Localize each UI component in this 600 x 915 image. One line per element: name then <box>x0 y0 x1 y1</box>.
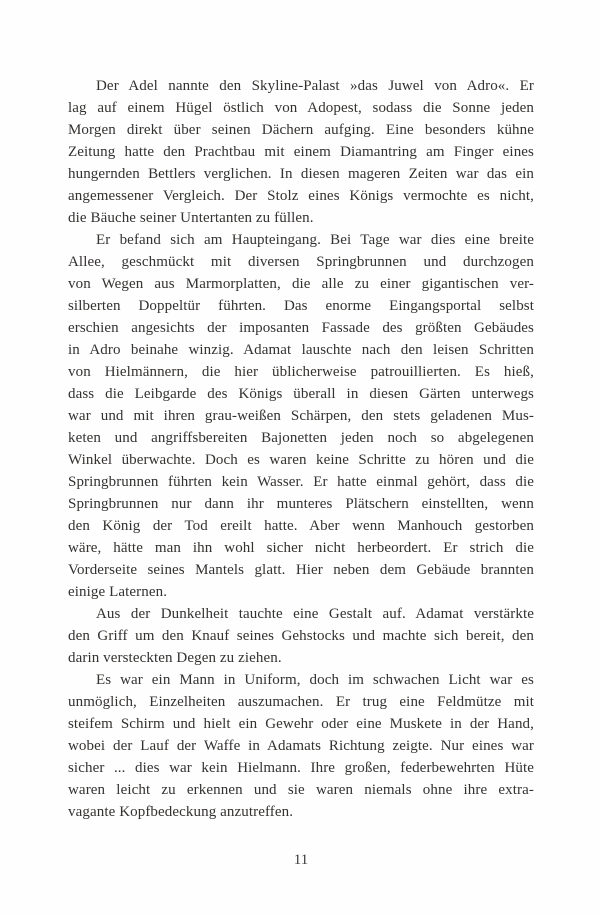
text-line: sicher ... dies war kein Hielmann. Ihre großen, federbewehrten Hüte <box>68 760 534 776</box>
text-line: den König der Tod ereilt hatte. Aber wenn Manhouch gestorben <box>68 518 534 534</box>
text-line: lag auf einem Hügel östlich von Adopest, sodass die Sonne jeden <box>68 100 534 116</box>
page-number: 11 <box>293 852 309 868</box>
text-line: silberten Doppeltür führten. Das enorme Eingangsportal selbst <box>68 298 534 314</box>
paragraph <box>68 669 534 823</box>
text-line: die Bäuche seiner Untertanten zu füllen. <box>68 210 314 226</box>
text-line: Er befand sich am Haupteingang. Bei Tage war dies eine breite <box>96 232 534 248</box>
text-line: steifem Schirm und hielt ein Gewehr oder eine Muskete in der Hand, <box>68 716 534 732</box>
text-line: Zeitung hatte den Prachtbau mit einem Diamantring am Finger eines <box>68 144 534 160</box>
text-line: wäre, hätte man ihn wohl sicher nicht herbeordert. Er strich die <box>68 540 534 556</box>
text-line: wobei der Lauf der Waffe in Adamats Richtung zeigte. Nur eines war <box>68 738 534 754</box>
text-line: angemessener Vergleich. Der Stolz eines Königs vermochte es nicht, <box>68 188 534 204</box>
paragraph <box>68 229 534 603</box>
text-line: Es war ein Mann in Uniform, doch im schwachen Licht war es <box>96 672 534 688</box>
text-line: dass die Leibgarde des Königs überall in diesen Gärten unterwegs <box>68 386 534 402</box>
text-line: in Adro beinahe winzig. Adamat lauschte nach den leisen Schritten <box>68 342 534 358</box>
text-line: Springbrunnen nur dann ihr munteres Plätschern einstellten, wenn <box>68 496 534 512</box>
text-line: keten und angriffsbereiten Bajonetten jeden noch so abgelegenen <box>68 430 534 446</box>
text-line: erschien angesichts der imposanten Fassade des größten Gebäudes <box>68 320 534 336</box>
text-line: hungernden Bettlers verglichen. In diesen mageren Zeiten war das ein <box>68 166 534 182</box>
text-line: Winkel überwachte. Doch es waren keine Schritte zu hören und die <box>68 452 534 468</box>
text-line: waren leicht zu erkennen und sie waren niemals ohne ihre extra- <box>68 782 534 798</box>
text-line: Vorderseite seines Mantels glatt. Hier neben dem Gebäude brannten <box>68 562 534 578</box>
text-line: war und mit ihren grau-weißen Schärpen, den stets geladenen Mus- <box>68 408 534 424</box>
paragraph <box>68 75 534 229</box>
text-line: Aus der Dunkelheit tauchte eine Gestalt auf. Adamat verstärkte <box>96 606 534 622</box>
text-line: Springbrunnen führten kein Wasser. Er hatte einmal gehört, dass die <box>68 474 534 490</box>
text-line: Allee, geschmückt mit diversen Springbrunnen und durchzogen <box>68 254 534 270</box>
text-line: vagante Kopfbedeckung anzutreffen. <box>68 804 294 820</box>
text-line: den Griff um den Knauf seines Gehstocks und machte sich bereit, den <box>68 628 534 644</box>
text-line: von Hielmännern, die hier üblicherweise patrouillierten. Es hieß, <box>68 364 534 380</box>
text-line: darin versteckten Degen zu ziehen. <box>68 650 282 666</box>
text-line: Morgen direkt über seinen Dächern aufging. Eine besonders kühne <box>68 122 534 138</box>
text-line: unmöglich, Einzelheiten auszumachen. Er trug eine Feldmütze mit <box>68 694 534 710</box>
paragraph <box>68 603 534 669</box>
text-block <box>68 75 534 823</box>
text-line: von Wegen aus Marmorplatten, die alle zu einer gigantischen ver- <box>68 276 534 292</box>
text-line: Der Adel nannte den Skyline-Palast »das Juwel von Adro«. Er <box>96 78 534 94</box>
text-line: einige Laternen. <box>68 584 168 600</box>
